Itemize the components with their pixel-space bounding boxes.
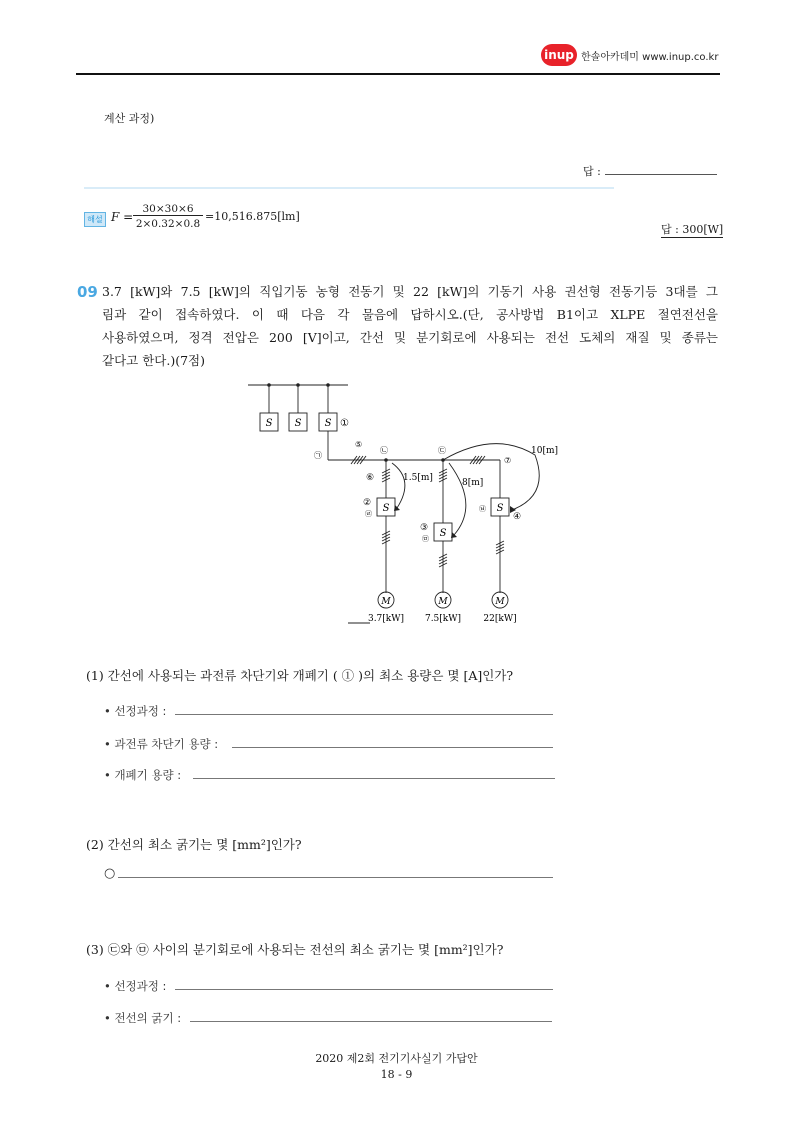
motor-rating: 7.5[kW]: [424, 614, 462, 624]
formula-numerator: 30×30×6: [133, 203, 203, 216]
motor-label: M: [381, 597, 391, 607]
question-text-line-3: 사용하였으며, 정격 전압은 200 [V]이고, 간선 및 분기회로에 사용되는 전선 도체의 재질 및 종류는: [102, 330, 718, 345]
breaker-capacity-label: • 과전류 차단기 용량 :: [104, 737, 219, 751]
answer-blank-line[interactable]: [175, 989, 553, 990]
switch-label: S: [439, 528, 447, 539]
switch-capacity-label: • 개폐기 용량 :: [104, 768, 182, 782]
question-text-line-2: 림과 같이 접속하였다. 이 때 다음 각 물음에 답하시오.(단, 공사방법 B1이고 XLPE 절연전선을: [102, 307, 718, 322]
mark-7: ⑦: [504, 456, 512, 465]
calc-label: 계산 과정): [104, 112, 155, 125]
motor-rating: 3.7[kW]: [367, 614, 405, 624]
answer-blank-line[interactable]: [175, 714, 553, 715]
formula-lhs: F =: [111, 210, 134, 224]
process-label: • 선정과정 :: [104, 704, 167, 718]
distance-label: 10[m]: [531, 446, 559, 456]
header-brand-text: 한솔아카데미 www.inup.co.kr: [581, 52, 719, 63]
header-divider: [76, 73, 720, 75]
distance-label: 1.5[m]: [403, 473, 433, 483]
mark-6: ⑥: [366, 473, 375, 483]
node-f: ㉥: [479, 505, 486, 513]
node-a: ㉠: [314, 451, 322, 460]
mark-3: ③: [420, 523, 429, 533]
solution-divider: [84, 187, 614, 189]
brand-logo: inup: [541, 44, 577, 66]
formula-denominator: 2×0.32×0.8: [135, 218, 201, 230]
question-text-line-1: 3.7 [kW]와 7.5 [kW]의 직입기동 농형 전동기 및 22 [kW]의 기동기 사용 권선형 전동기등 3대를 그: [102, 284, 718, 299]
answer-blank-line[interactable]: [190, 1021, 552, 1022]
motor-rating: 22[kW]: [483, 614, 517, 624]
subquestion-1-prompt: (1) 간선에 사용되는 과전류 차단기와 개폐기 ( ① )의 최소 용량은 몇 [A]인가?: [86, 668, 514, 683]
switch-label: S: [294, 418, 302, 429]
motor-label: M: [438, 597, 448, 607]
mark-1: ①: [340, 418, 349, 429]
wire-size-label: • 전선의 굵기 :: [104, 1011, 182, 1025]
mark-2: ②: [363, 498, 372, 508]
question-text-line-4: 같다고 한다.)(7점): [102, 353, 205, 368]
node-d: ㉣: [365, 510, 372, 518]
switch-label: S: [496, 503, 504, 514]
node-e: ㉤: [422, 535, 429, 543]
previous-answer: 답 : 300[W]: [661, 223, 724, 236]
mark-5: ⑤: [355, 440, 363, 449]
footer-title: 2020 제2회 전기기사실기 가답안: [315, 1052, 478, 1065]
answer-blank-line[interactable]: [193, 778, 555, 779]
page-number: 18 - 9: [380, 1068, 413, 1081]
formula-result: =10,516.875[lm]: [205, 210, 300, 223]
subquestion-3-prompt: (3) ㉢와 ㉤ 사이의 분기회로에 사용되는 전선의 최소 굵기는 몇 [mm²]인가?: [86, 942, 504, 957]
answer-blank-line[interactable]: [118, 877, 553, 878]
wiring-diagram: [240, 375, 570, 630]
switch-label: S: [265, 418, 273, 429]
answer-blank-line: [605, 174, 717, 175]
solution-badge: 해설: [84, 212, 106, 227]
question-number: 09: [77, 283, 98, 301]
answer-bullet: ○: [104, 866, 116, 881]
process-label: • 선정과정 :: [104, 979, 167, 993]
answer-label: 답 :: [583, 165, 601, 178]
switch-label: S: [324, 418, 332, 429]
subquestion-2-prompt: (2) 간선의 최소 굵기는 몇 [mm²]인가?: [86, 837, 302, 852]
switch-label: S: [382, 503, 390, 514]
mark-4: ④: [513, 512, 522, 522]
distance-label: 8[m]: [462, 478, 484, 488]
answer-blank-line[interactable]: [232, 747, 553, 748]
motor-label: M: [495, 597, 505, 607]
node-b: ㉡: [380, 446, 388, 455]
node-c: ㉢: [438, 446, 446, 455]
